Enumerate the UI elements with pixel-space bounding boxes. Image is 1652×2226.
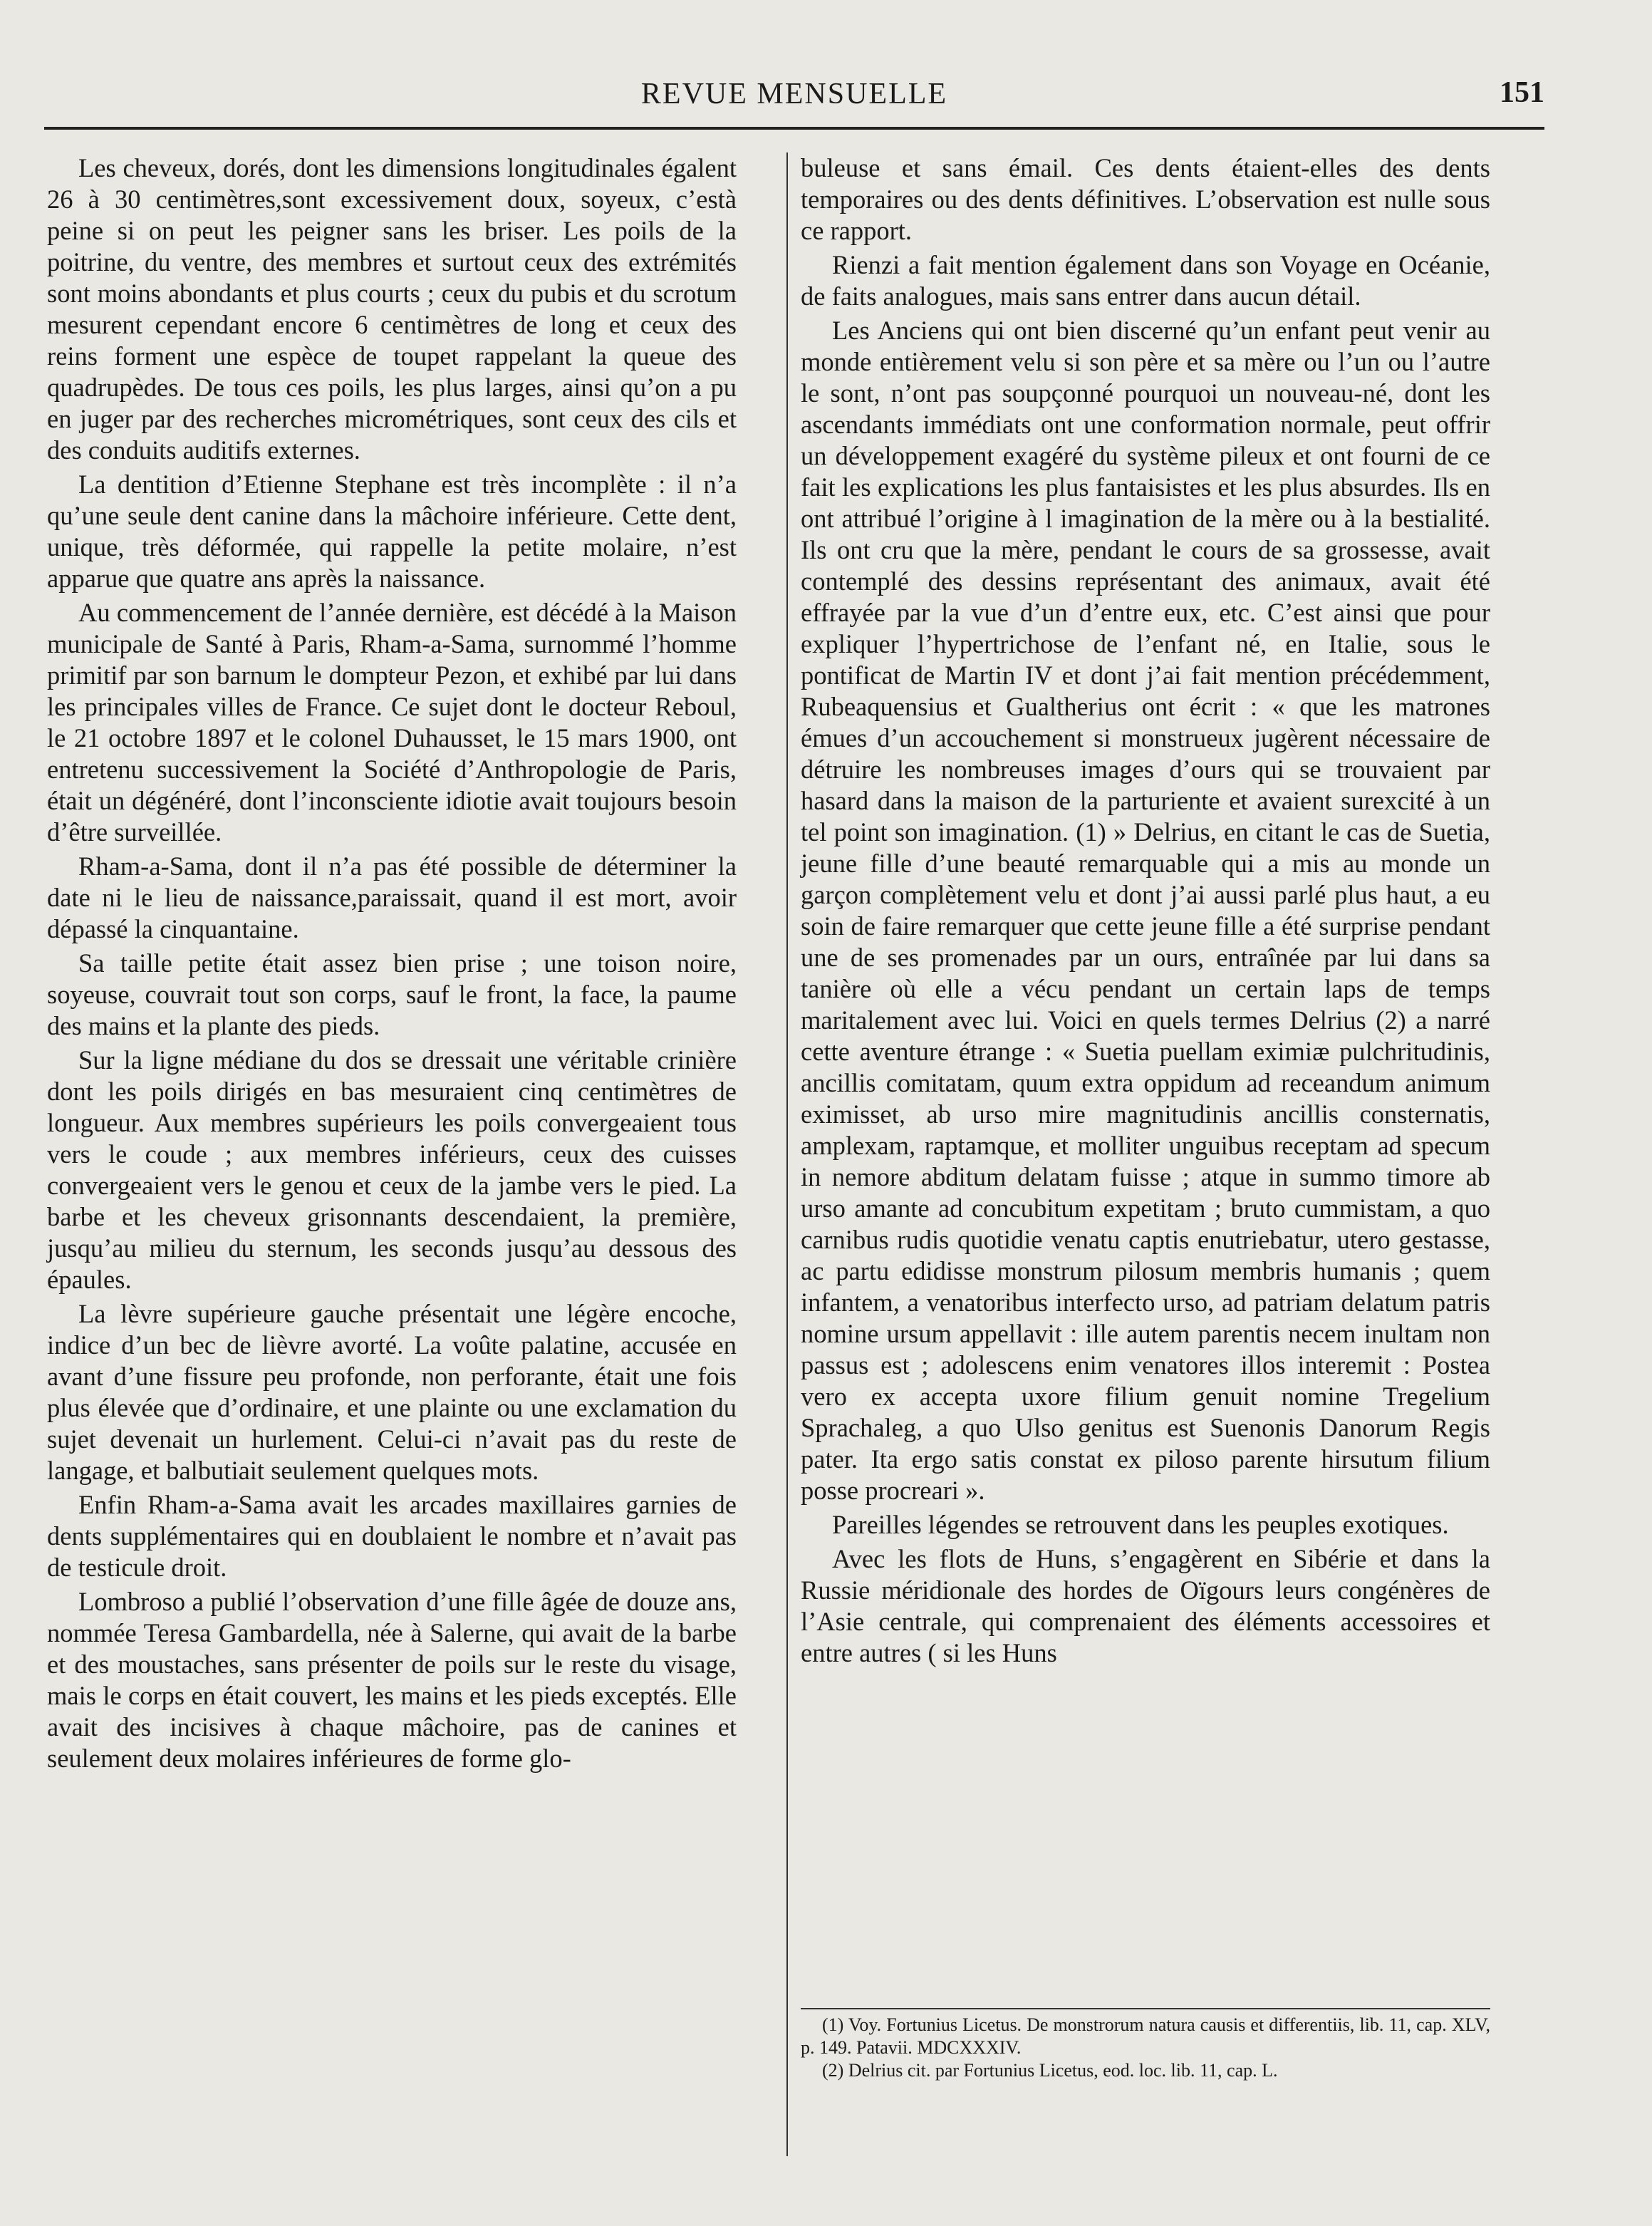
paragraph: La lèvre supérieure gauche présentait une légère encoche, indice d’un bec de lièvre avorté. La voûte palatine, accusée en avant d’une fissure peu profonde, non perforante, était une fois plus élevée que d’ordinaire, et une plainte ou une exclamation du sujet devenait un hurlement. Celui-ci n’avait pas du reste de langage, et balbutiait seulement quelques mots. — [47, 1299, 737, 1485]
page-header — [44, 70, 1544, 121]
paragraph: buleuse et sans émail. Ces dents étaient-elles des dents temporaires ou des dents définitives. L’observation est nulle sous ce rapport. — [801, 153, 1490, 245]
column-divider — [786, 152, 788, 2156]
left-column — [47, 152, 737, 1777]
paragraph: Au commencement de l’année dernière, est décédé à la Maison municipale de Santé à Paris, Rham-a-Sama, surnommé l’homme primitif par son barnum le dompteur Pezon, et exhibé par lui dans les principales villes de France. Ce sujet dont le docteur Reboul, le 21 octobre 1897 et le colonel Duhausset, le 15 mars 1900, ont entretenu successivement la Société d’Anthropologie de Paris, était un dégénéré, dont l’inconsciente idiotie avait toujours besoin d’être surveillée. — [47, 598, 737, 847]
paragraph: Avec les flots de Huns, s’engagèrent en Sibérie et dans la Russie méridionale des hordes de Oïgours leurs congénères de l’Asie centrale, qui comprenaient des éléments accessoires et entre autres ( si les Huns — [801, 1544, 1490, 1667]
paragraph: Lombroso a publié l’observation d’une fille âgée de douze ans, nommée Teresa Gambardella, née à Salerne, qui avait de la barbe et des moustaches, sans présenter de poils sur le reste du visage, mais le corps en était couvert, les mains et les pieds exceptés. Elle avait des incisives à chaque mâchoire, pas de canines et seulement deux molaires inférieures de forme glo- — [47, 1587, 737, 1773]
page-number: 151 — [1500, 76, 1544, 109]
running-title: REVUE MENSUELLE — [640, 78, 948, 110]
paragraph: Rham-a-Sama, dont il n’a pas été possible de déterminer la date ni le lieu de naissance,paraissait, quand il est mort, avoir dépassé la cinquantaine. — [47, 851, 737, 943]
paragraph: Sa taille petite était assez bien prise ; une toison noire, soyeuse, couvrait tout son corps, sauf le front, la face, la paume des mains et la plante des pieds. — [47, 948, 737, 1040]
footnote: (1) Voy. Fortunius Licetus. De monstrorum natura causis et differentiis, lib. 11, cap. XLV, p. 149. Patavii. MDCXXXIV. — [801, 2014, 1490, 2058]
footnotes — [801, 2014, 1490, 2082]
paragraph: Enfin Rham-a-Sama avait les arcades maxillaires garnies de dents supplémentaires qui en doublaient le nombre et n’avait pas de testicule droit. — [47, 1490, 737, 1582]
header-rule — [44, 127, 1544, 130]
right-column — [801, 152, 1490, 1672]
paragraph: Les Anciens qui ont bien discerné qu’un enfant peut venir au monde entièrement velu si son père et sa mère ou l’un ou l’autre le sont, n’ont pas soupçonné pourquoi un nouveau-né, dont les ascendants immédiats ont une conformation normale, peut offrir un développement exagéré du système pileux et ont fourni de ce fait les explications les plus fantaisistes et les plus absurdes. Ils en ont attribué l’origine à l imagination de la mère ou à la bestialité. Ils ont cru que la mère, pendant le cours de sa grossesse, avait contemplé des dessins représentant des animaux, avait été effrayée par la vue d’un d’entre eux, etc. C’est ainsi que pour expliquer l’hypertrichose de l’enfant né, en Italie, sous le pontificat de Martin IV et dont j’ai fait mention précédemment, Rubeaquensius et Gualtherius ont écrit : « que les matrones émues d’un accouchement si monstrueux jugèrent nécessaire de détruire les nombreuses images d’ours qui se trouvaient par hasard dans la maison de la parturiente et avaient surexcité à un tel point son imagination. (1) » Delrius, en citant le cas de Suetia, jeune fille d’une beauté remarquable qui a mis au monde un garçon complètement velu et dont j’ai aussi parlé plus haut, a eu soin de faire remarquer que cette jeune fille a été surprise pendant une de ses promenades par un ours, entraînée par lui dans sa tanière où elle a vécu pendant un certain laps de temps maritalement avec lui. Voici en quels termes Delrius (2) a narré cette aventure étrange : « Suetia puellam eximiæ pulchritudinis, ancillis comitatam, quum extra oppidum ad receandum animum eximisset, ab urso mire magnitudinis ancillis consternatis, amplexam, raptamque, et molliter unguibus receptam ad specum in nemore abditum delatam fuisse ; atque in summo timore ab urso amante ad concubitum expetitam ; bruto cummistam, a quo carnibus rudis quotidie venatu captis enutriebatur, utero gestasse, ac partu edidisse monstrum pilosum membris humanis ; quem infantem, a venatoribus interfecto urso, ad patriam delatum patris nomine ursum appellavit : ille autem parentis necem inultam non passus est ; adolescens enim venatores illos interemit : Postea vero ex accepta uxore filium genuit nomine Tregelium Sprachaleg, a quo Ulso genitus est Suenonis Danorum Regis pater. Ita ergo satis constat ex piloso parente hirsutum filium posse procreari ». — [801, 316, 1490, 1505]
paragraph: Les cheveux, dorés, dont les dimensions longitudinales égalent 26 à 30 centimètres,sont excessivement doux, soyeux, c’està peine si on peut les peigner sans les briser. Les poils de la poitrine, du ventre, des membres et surtout ceux des extrémités sont moins abondants et plus courts ; ceux du pubis et du scrotum mesurent cependant encore 6 centimètres de long et ceux des reins forment une espèce de toupet rappelant la queue des quadrupèdes. De tous ces poils, les plus larges, ainsi qu’on a pu en juger par des recherches micrométriques, sont ceux des cils et des conduits auditifs externes. — [47, 153, 737, 465]
footnote-rule — [801, 2008, 1490, 2009]
paragraph: Rienzi a fait mention également dans son Voyage en Océanie, de faits analogues, mais sans entrer dans aucun détail. — [801, 250, 1490, 311]
paragraph: Pareilles légendes se retrouvent dans les peuples exotiques. — [832, 1510, 1449, 1539]
paragraph: Sur la ligne médiane du dos se dressait une véritable crinière dont les poils dirigés en bas mesuraient cinq centimètres de longueur. Aux membres supérieurs les poils convergeaient tous vers le coude ; aux membres inférieurs, ceux des cuisses convergeaient vers le genou et ceux de la jambe vers le pied. La barbe et les cheveux grisonnants descendaient, la première, jusqu’au milieu du sternum, les seconds jusqu’au dessous des épaules. — [47, 1045, 737, 1294]
footnote: (2) Delrius cit. par Fortunius Licetus, eod. loc. lib. 11, cap. L. — [822, 2060, 1278, 2081]
paragraph: La dentition d’Etienne Stephane est très incomplète : il n’a qu’une seule dent canine dans la mâchoire inférieure. Cette dent, unique, très déformée, qui rappelle la petite molaire, n’est apparue que quatre ans après la naissance. — [47, 470, 737, 593]
